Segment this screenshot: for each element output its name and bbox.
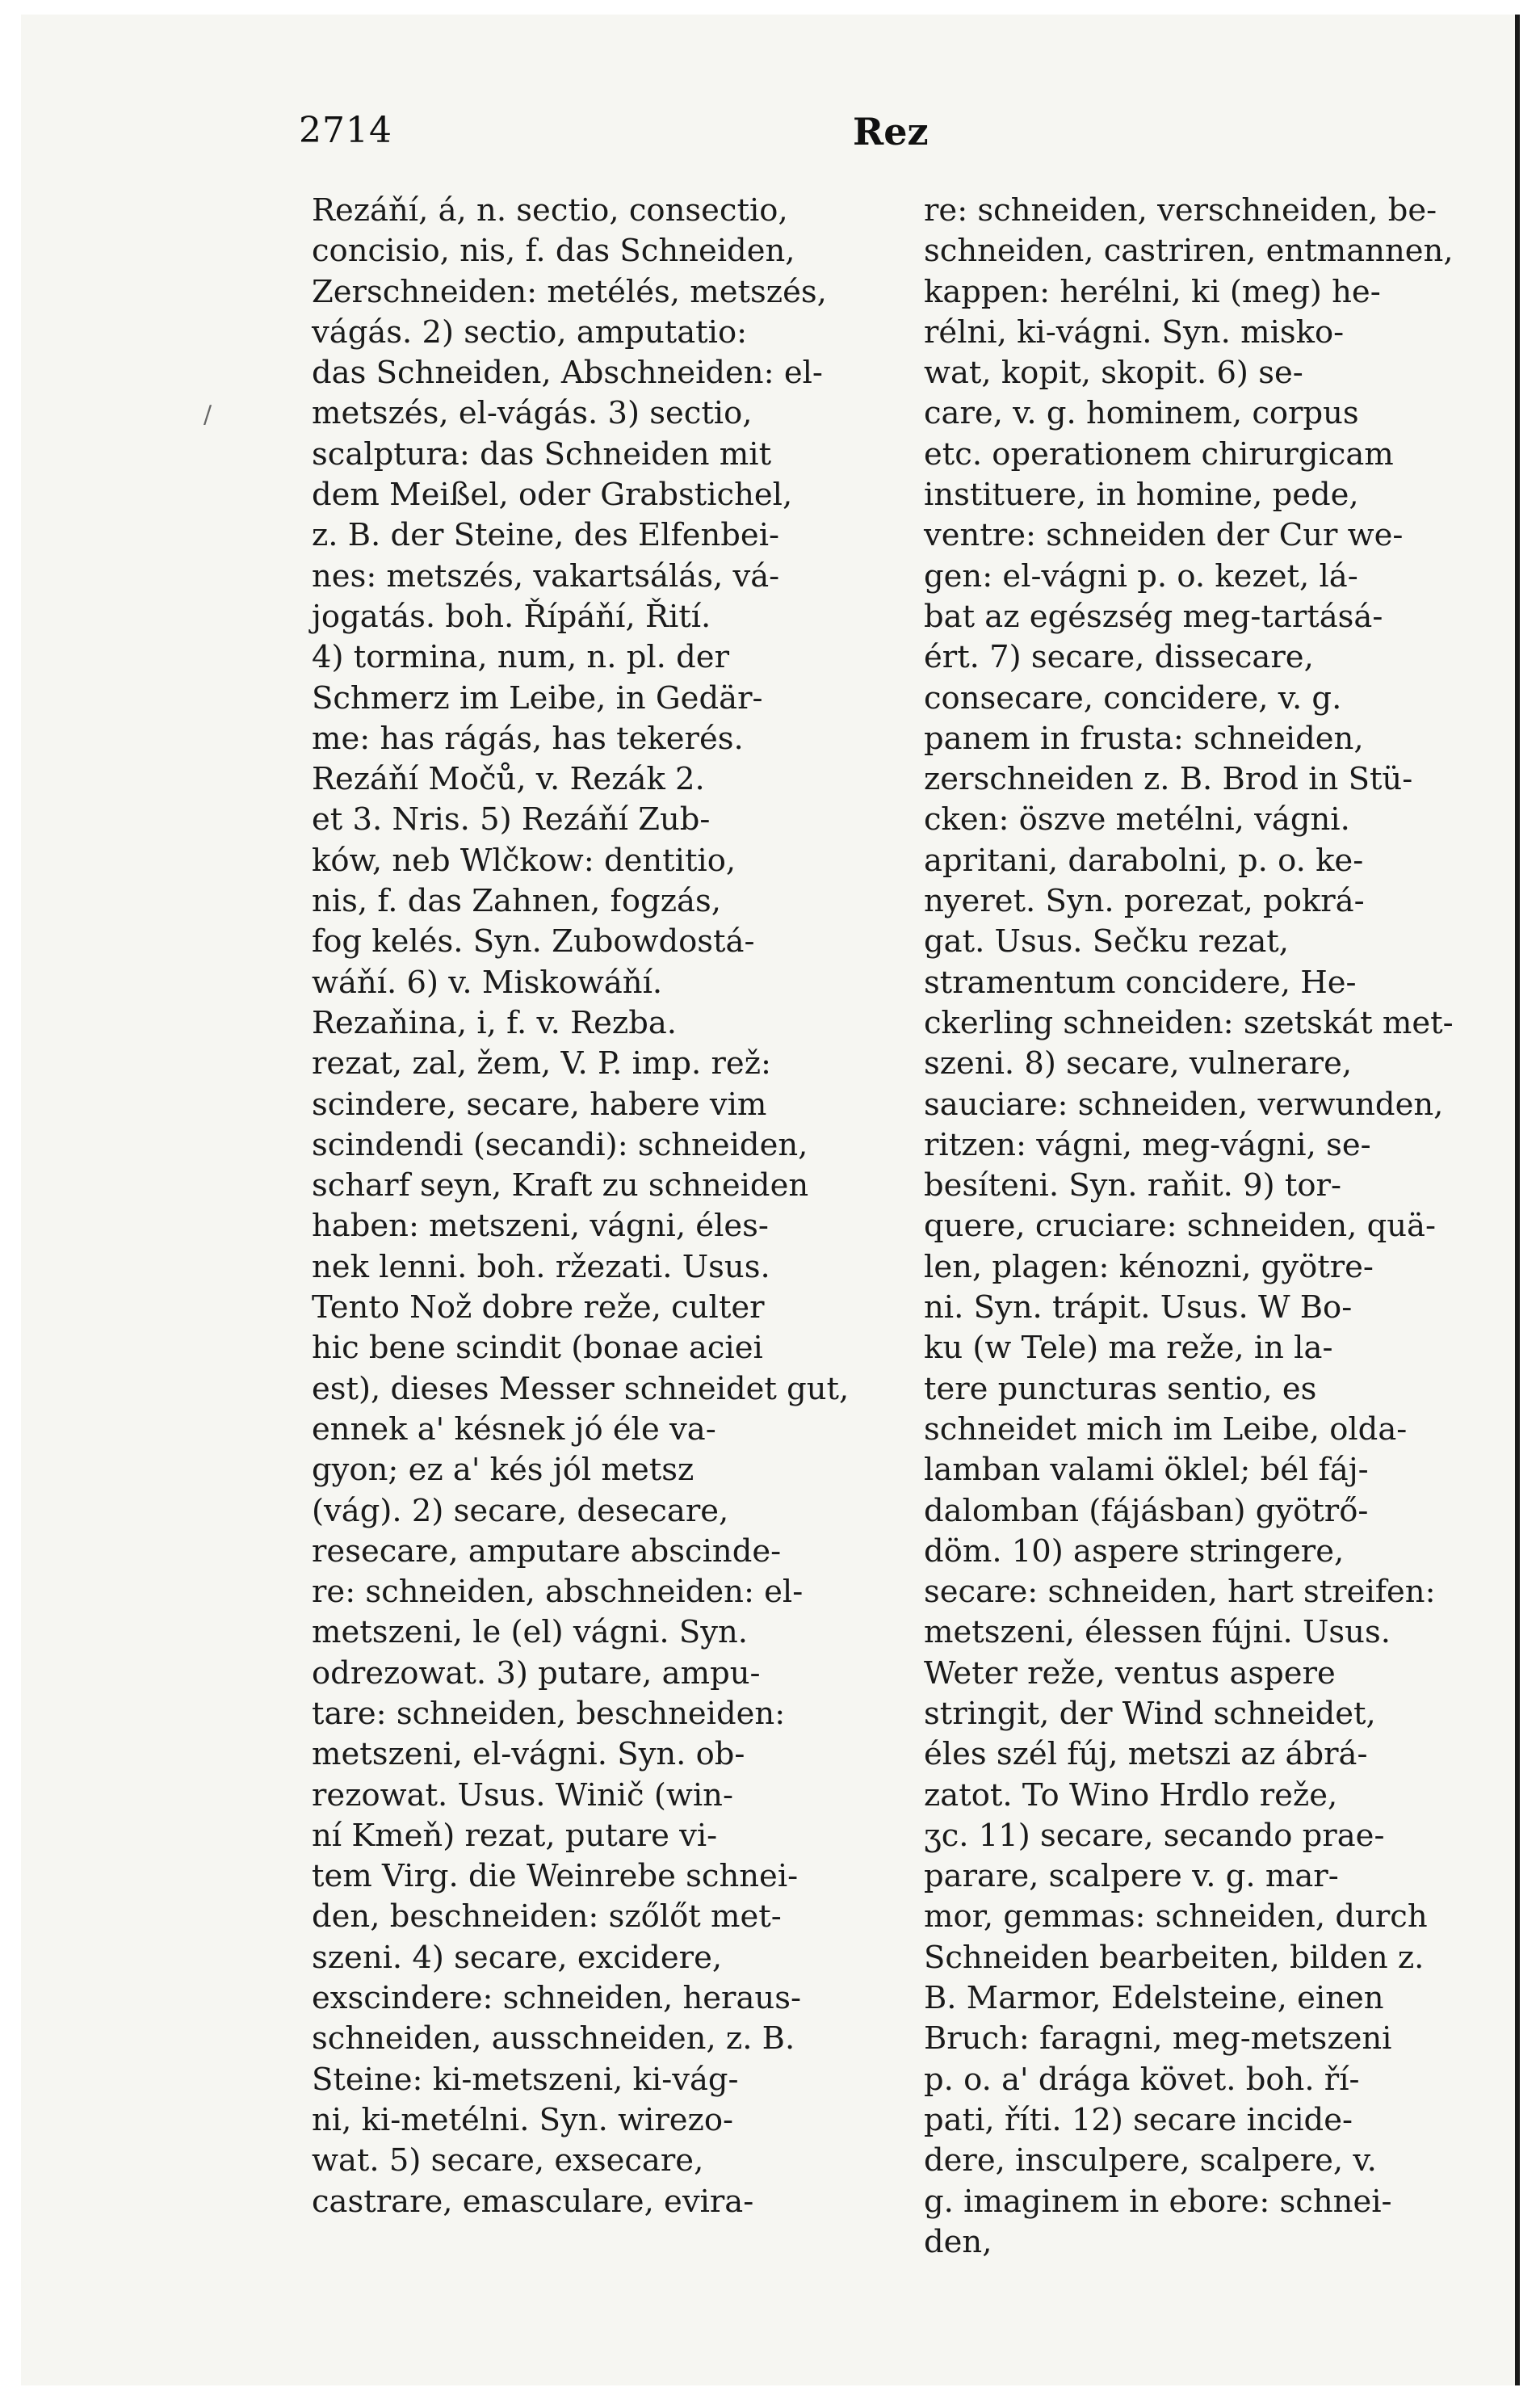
- text-line: stramentum concidere, He-: [924, 964, 1357, 1001]
- page-number: 2714: [299, 110, 392, 151]
- text-line: cken: öszve metélni, vágni.: [924, 801, 1350, 839]
- text-line: dem Meißel, oder Grabstichel,: [312, 477, 793, 514]
- text-line: Weter reže, ventus aspere: [924, 1654, 1336, 1692]
- text-line: concisio, nis, f. das Schneiden,: [312, 233, 795, 270]
- text-line: rezat, zal, žem, V. P. imp. rež:: [312, 1045, 771, 1082]
- text-line: et 3. Nris. 5) Rezáňí Zub-: [312, 801, 711, 839]
- text-line: bat az egészség meg-tartásá-: [924, 598, 1383, 635]
- text-line: rezowat. Usus. Winič (win-: [312, 1776, 733, 1814]
- text-line: vágás. 2) sectio, amputatio:: [312, 313, 748, 351]
- text-line: ków, neb Wlčkow: dentitio,: [312, 842, 736, 879]
- left-column: [312, 191, 861, 2222]
- text-line: metszeni, élessen fújni. Usus.: [924, 1614, 1391, 1651]
- text-line: g. imaginem in ebore: schnei-: [924, 2183, 1392, 2220]
- text-line: me: has rágás, has tekerés.: [312, 720, 744, 757]
- text-line: lamban valami öklel; bél fáj-: [924, 1452, 1369, 1489]
- text-line: nek lenni. boh. ržezati. Usus.: [312, 1248, 770, 1285]
- text-line: consecare, concidere, v. g.: [924, 679, 1342, 717]
- text-line: ennek a' késnek jó éle va-: [312, 1410, 716, 1448]
- text-line: ért. 7) secare, dissecare,: [924, 639, 1314, 676]
- text-line: Tento Nož dobre reže, culter: [312, 1289, 765, 1326]
- text-line: parare, scalpere v. g. mar-: [924, 1858, 1339, 1895]
- dictionary-page: [21, 15, 1520, 2385]
- right-column: [924, 191, 1470, 2263]
- text-line: sauciare: schneiden, verwunden,: [924, 1086, 1444, 1123]
- text-line: Bruch: faragni, meg-metszeni: [924, 2020, 1392, 2057]
- margin-mark: /: [204, 401, 212, 429]
- text-line: len, plagen: kénozni, gyötre-: [924, 1248, 1374, 1285]
- text-line: dere, insculpere, scalpere, v.: [924, 2142, 1377, 2179]
- text-line: nyeret. Syn. porezat, pokrá-: [924, 883, 1365, 920]
- text-line: pati, říti. 12) secare incide-: [924, 2101, 1353, 2138]
- text-line: (vág). 2) secare, desecare,: [312, 1492, 729, 1529]
- text-line: B. Marmor, Edelsteine, einen: [924, 1980, 1384, 2017]
- running-head: Rez: [853, 110, 929, 153]
- text-line: tere puncturas sentio, es: [924, 1370, 1317, 1407]
- text-line: szeni. 8) secare, vulnerare,: [924, 1045, 1353, 1082]
- text-line: dalomban (fájásban) gyötrő-: [924, 1492, 1369, 1529]
- text-line: secare: schneiden, hart streifen:: [924, 1574, 1436, 1611]
- text-line: odrezowat. 3) putare, ampu-: [312, 1654, 761, 1692]
- text-line: Rezáňí Močů, v. Rezák 2.: [312, 761, 705, 798]
- text-line: ní Kmeň) rezat, putare vi-: [312, 1817, 718, 1854]
- text-line: quere, cruciare: schneiden, quä-: [924, 1208, 1436, 1245]
- text-line: tem Virg. die Weinrebe schnei-: [312, 1858, 799, 1895]
- page-header: [21, 110, 1515, 158]
- text-line: exscindere: schneiden, heraus-: [312, 1980, 801, 2017]
- text-line: zatot. To Wino Hrdlo reže,: [924, 1776, 1338, 1814]
- text-line: tare: schneiden, beschneiden:: [312, 1695, 786, 1732]
- text-line: fog kelés. Syn. Zubowdostá-: [312, 923, 755, 960]
- text-line: ʒc. 11) secare, secando prae-: [924, 1817, 1385, 1854]
- text-line: ni. Syn. trápit. Usus. W Bo-: [924, 1289, 1353, 1326]
- text-line: schneidet mich im Leibe, olda-: [924, 1410, 1408, 1448]
- text-line: metszeni, el-vágni. Syn. ob-: [312, 1736, 745, 1773]
- text-line: éles szél fúj, metszi az ábrá-: [924, 1736, 1368, 1773]
- text-line: wat. 5) secare, exsecare,: [312, 2142, 704, 2179]
- text-line: stringit, der Wind schneidet,: [924, 1695, 1376, 1732]
- text-line: den, beschneiden: szőlőt met-: [312, 1898, 782, 1936]
- text-line: hic bene scindit (bonae aciei: [312, 1330, 763, 1367]
- text-line: szeni. 4) secare, excidere,: [312, 1939, 723, 1976]
- text-line: scalptura: das Schneiden mit: [312, 435, 772, 473]
- text-line: instituere, in homine, pede,: [924, 477, 1359, 514]
- text-line: ckerling schneiden: szetskát met-: [924, 1004, 1454, 1041]
- text-line: jogatás. boh. Řípáňí, Řití.: [312, 598, 711, 635]
- text-line: rélni, ki-vágni. Syn. misko-: [924, 313, 1345, 351]
- text-line: wáňí. 6) v. Miskowáňí.: [312, 964, 663, 1001]
- text-line: ritzen: vágni, meg-vágni, se-: [924, 1126, 1371, 1163]
- text-line: zerschneiden z. B. Brod in Stü-: [924, 761, 1413, 798]
- text-line: Schneiden bearbeiten, bilden z.: [924, 1939, 1425, 1976]
- text-line: ni, ki-metélni. Syn. wirezo-: [312, 2101, 734, 2138]
- text-line: ku (w Tele) ma reže, in la-: [924, 1330, 1333, 1367]
- text-line: schneiden, ausschneiden, z. B.: [312, 2020, 795, 2057]
- text-line: 4) tormina, num, n. pl. der: [312, 639, 729, 676]
- text-line: p. o. a' drága követ. boh. ří-: [924, 2061, 1360, 2098]
- text-line: metszeni, le (el) vágni. Syn.: [312, 1614, 748, 1651]
- text-line: gat. Usus. Sečku rezat,: [924, 923, 1289, 960]
- text-line: Zerschneiden: metélés, metszés,: [312, 273, 827, 310]
- text-line: das Schneiden, Abschneiden: el-: [312, 355, 823, 392]
- text-line: scharf seyn, Kraft zu schneiden: [312, 1167, 809, 1204]
- text-line: scindendi (secandi): schneiden,: [312, 1126, 808, 1163]
- text-line: Schmerz im Leibe, in Gedär-: [312, 679, 763, 717]
- text-line: re: schneiden, abschneiden: el-: [312, 1574, 804, 1611]
- text-line: nes: metszés, vakartsálás, vá-: [312, 557, 780, 595]
- text-line: kappen: herélni, ki (meg) he-: [924, 273, 1381, 310]
- text-line: wat, kopit, skopit. 6) se-: [924, 355, 1303, 392]
- text-line: panem in frusta: schneiden,: [924, 720, 1364, 757]
- text-line: nis, f. das Zahnen, fogzás,: [312, 883, 721, 920]
- text-line: gen: el-vágni p. o. kezet, lá-: [924, 557, 1358, 595]
- text-line: ventre: schneiden der Cur we-: [924, 517, 1404, 554]
- text-line: haben: metszeni, vágni, éles-: [312, 1208, 769, 1245]
- text-line: schneiden, castriren, entmannen,: [924, 233, 1454, 270]
- text-line: care, v. g. hominem, corpus: [924, 395, 1359, 432]
- text-line: besíteni. Syn. raňit. 9) tor-: [924, 1167, 1341, 1204]
- text-line: Rezaňina, i, f. v. Rezba.: [312, 1004, 678, 1041]
- text-line: scindere, secare, habere vim: [312, 1086, 767, 1123]
- text-line: est), dieses Messer schneidet gut,: [312, 1370, 850, 1407]
- text-line: apritani, darabolni, p. o. ke-: [924, 842, 1364, 879]
- text-line: mor, gemmas: schneiden, durch: [924, 1898, 1428, 1936]
- text-line: z. B. der Steine, des Elfenbei-: [312, 517, 780, 554]
- text-line: den,: [924, 2223, 992, 2260]
- text-line: gyon; ez a' kés jól metsz: [312, 1452, 694, 1489]
- text-line: resecare, amputare abscinde-: [312, 1532, 782, 1570]
- text-line: metszés, el-vágás. 3) sectio,: [312, 395, 753, 432]
- text-line: Steine: ki-metszeni, ki-vág-: [312, 2061, 739, 2098]
- text-line: etc. operationem chirurgicam: [924, 435, 1394, 473]
- text-line: Rezáňí, á, n. sectio, consectio,: [312, 192, 788, 229]
- text-line: castrare, emasculare, evira-: [312, 2183, 754, 2220]
- text-line: re: schneiden, verschneiden, be-: [924, 192, 1437, 229]
- text-line: döm. 10) aspere stringere,: [924, 1532, 1345, 1570]
